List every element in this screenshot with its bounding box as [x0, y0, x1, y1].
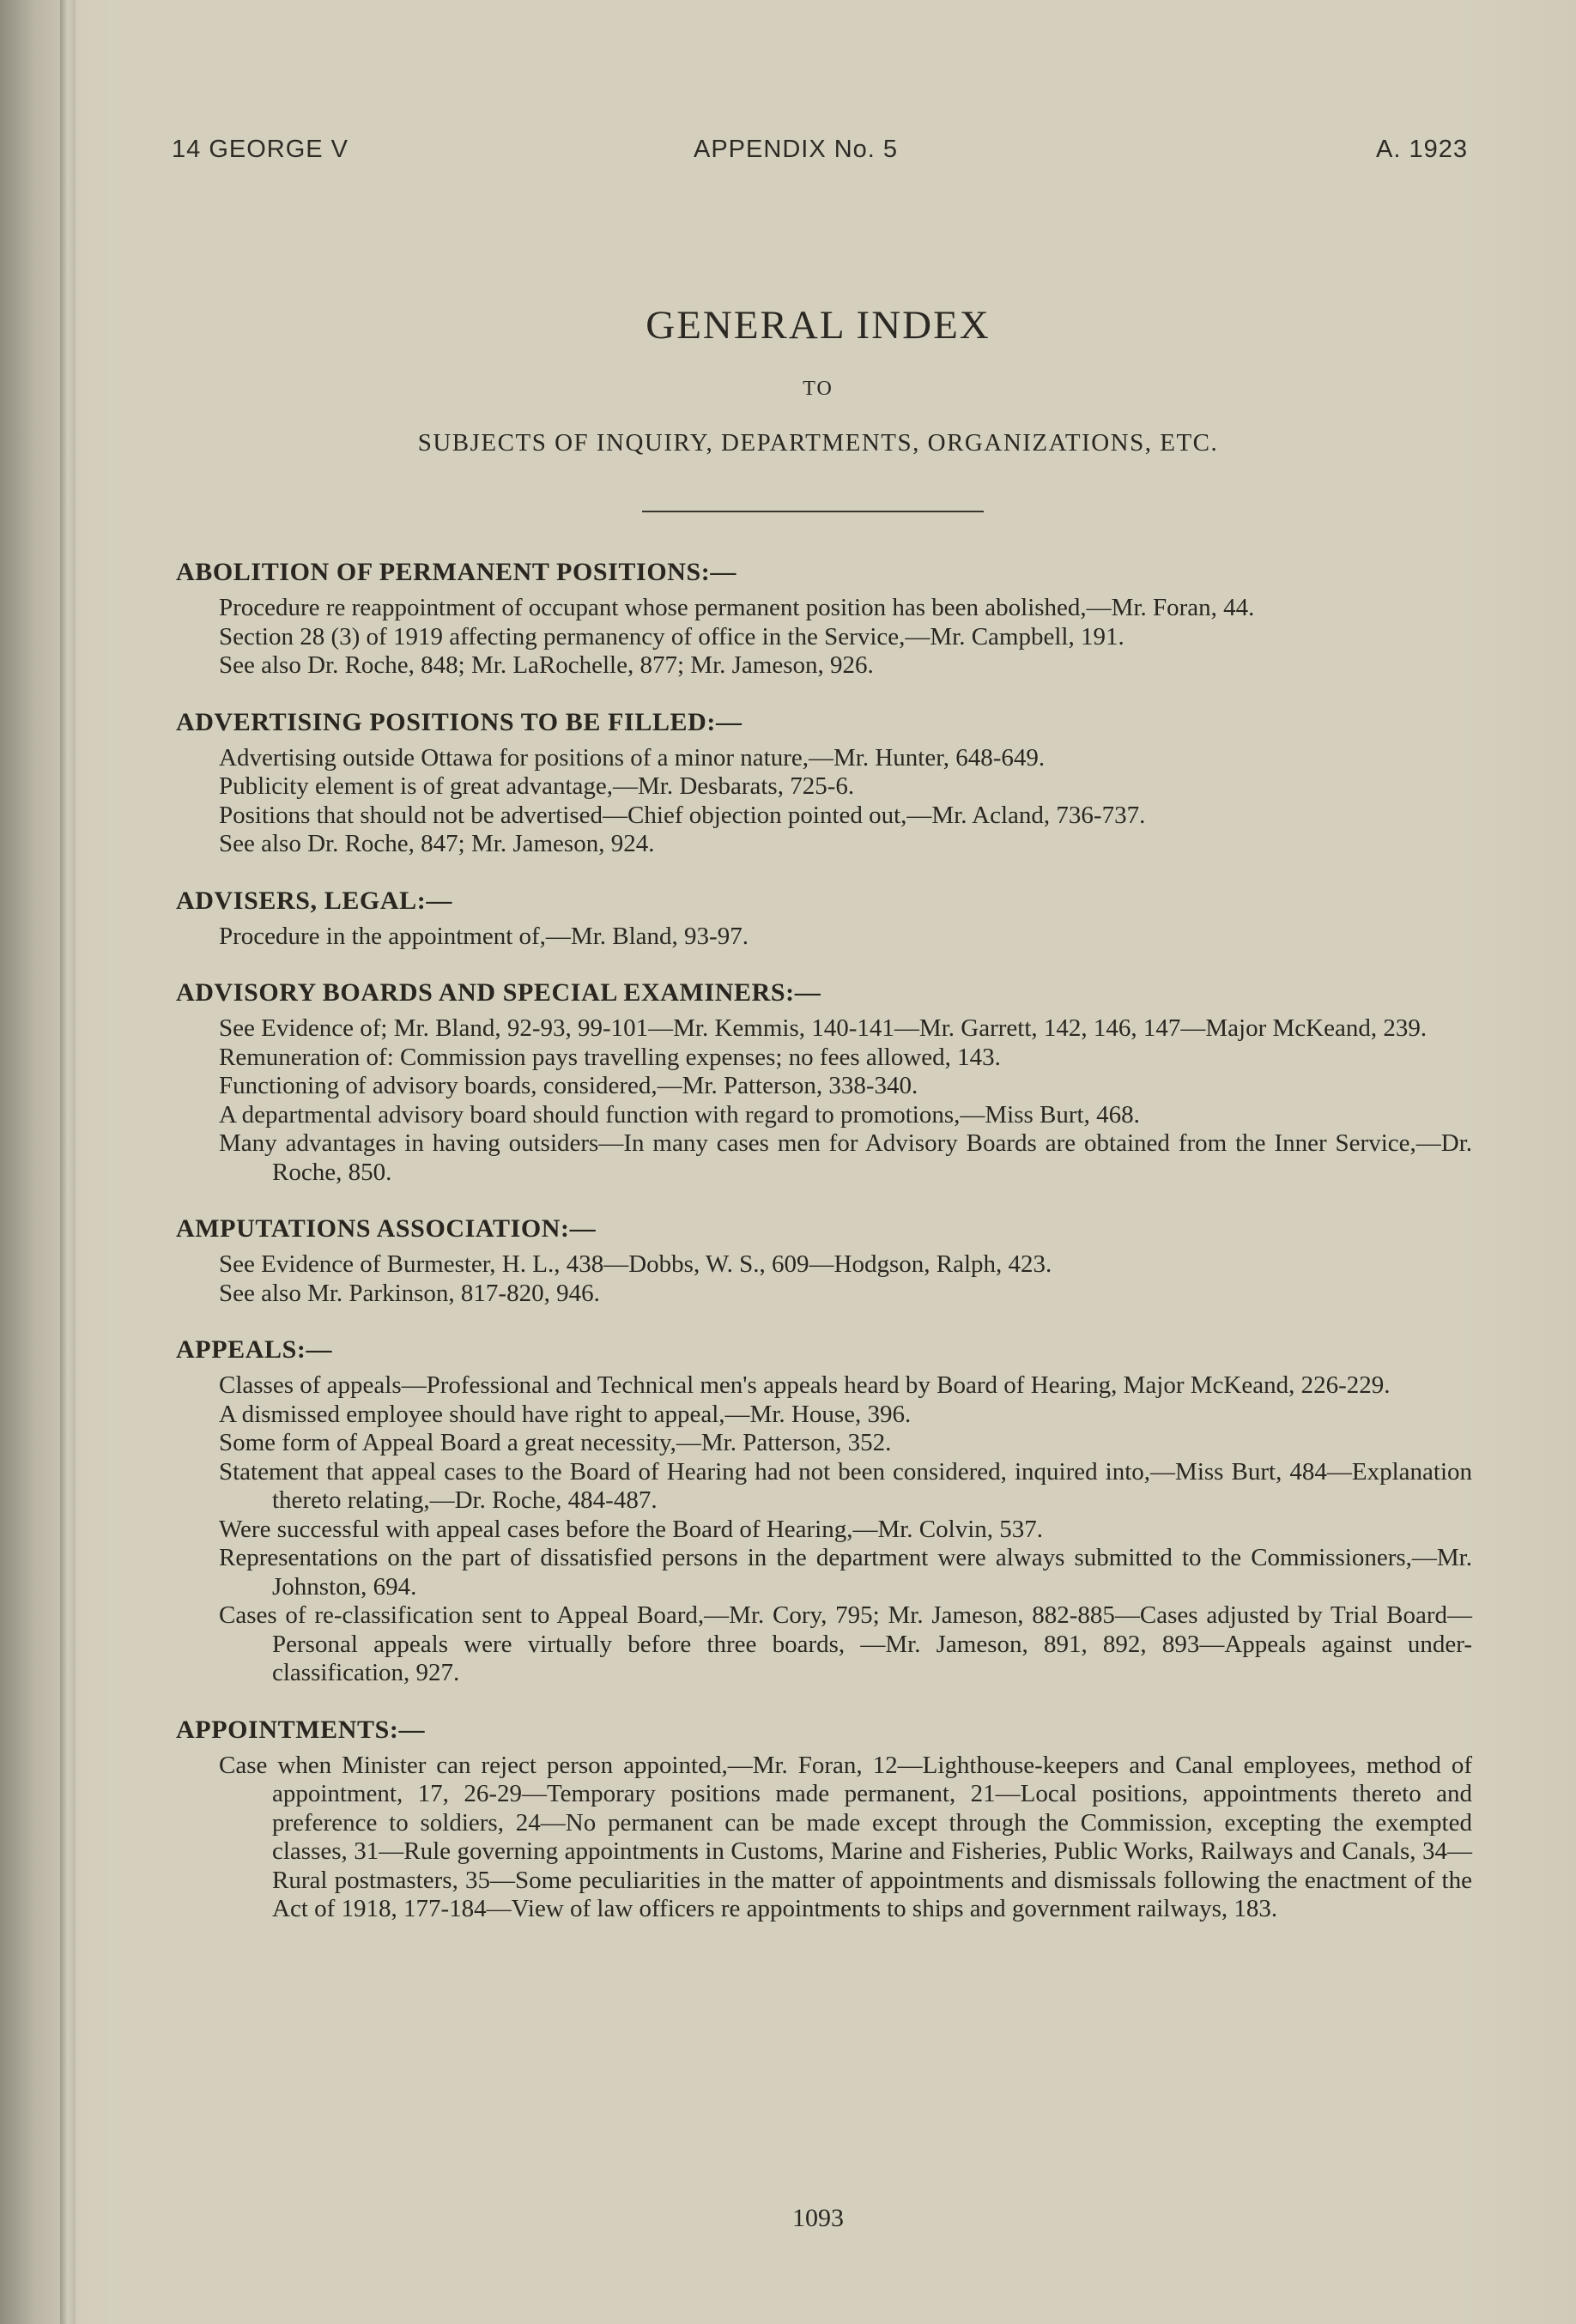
index-entry: Were successful with appeal cases before the Board of Hearing,—Mr. Colvin, 537.	[219, 1515, 1044, 1543]
section-heading: APPOINTMENTS:—	[176, 1715, 426, 1744]
title-rule	[642, 511, 984, 512]
index-entry: Advertising outside Ottawa for positions of a minor nature,—Mr. Hunter, 648-649.	[219, 743, 1046, 772]
index-entry: A dismissed employee should have right to appeal,—Mr. House, 396.	[219, 1400, 912, 1428]
index-entry: Section 28 (3) of 1919 affecting permanency of office in the Service,—Mr. Campbell, 191.	[219, 622, 1124, 651]
index-section-advertising	[176, 706, 1472, 859]
index-entry: Functioning of advisory boards, considered,—Mr. Patterson, 338-340.	[219, 1072, 918, 1099]
page-title: GENERAL INDEX	[646, 303, 991, 348]
page-subtitle: SUBJECTS OF INQUIRY, DEPARTMENTS, ORGANIZATIONS, ETC.	[417, 429, 1219, 457]
index-section-amputations	[176, 1213, 1472, 1308]
title-connector: TO	[803, 378, 833, 400]
index-entry: Cases of re-classification sent to Appeal Board,—Mr. Cory, 795; Mr. Jameson, 882-885—Cases adjusted by Trial Board—Personal appeals were virtually before three boards, —Mr. Jameson, 891, 892, 893—Appeals against under-classification, 927.	[219, 1601, 1472, 1686]
index-entry: Remuneration of: Commission pays travelling expenses; no fees allowed, 143.	[219, 1043, 1001, 1071]
index-section-appeals	[176, 1334, 1472, 1688]
section-heading: ADVISORY BOARDS AND SPECIAL EXAMINERS:—	[176, 978, 821, 1007]
index-section-advisers	[176, 885, 1472, 952]
index-entry: Statement that appeal cases to the Board of Hearing had not been considered, inquired into,—Miss Burt, 484—Explanation thereto relating,—Dr. Roche, 484-487.	[219, 1457, 1472, 1514]
index-section-appointments	[176, 1714, 1472, 1924]
index-entry: See also Dr. Roche, 848; Mr. LaRochelle, 877; Mr. Jameson, 926.	[219, 651, 874, 679]
running-head	[172, 136, 1468, 170]
index-section-abolition	[176, 556, 1472, 681]
index-entry: See also Mr. Parkinson, 817-820, 946.	[219, 1279, 600, 1307]
index-entry: Some form of Appeal Board a great necessity,—Mr. Patterson, 352.	[219, 1429, 892, 1456]
index-entry: Publicity element is of great advantage,—Mr. Desbarats, 725-6.	[219, 772, 855, 800]
index-entry: Representations on the part of dissatisfied persons in the department were always submitted to the Commissioners,—Mr. Johnston, 694.	[219, 1544, 1472, 1601]
section-heading: ABOLITION OF PERMANENT POSITIONS:—	[176, 558, 736, 586]
running-head-right: A. 1923	[1376, 136, 1468, 163]
index-content	[176, 556, 1472, 1950]
running-head-left: 14 GEORGE V	[172, 136, 349, 163]
index-entry: Procedure re reappointment of occupant whose permanent position has been abolished,—Mr. Foran, 44.	[219, 594, 1255, 621]
running-head-center: APPENDIX No. 5	[694, 136, 899, 163]
index-entry: A departmental advisory board should function with regard to promotions,—Miss Burt, 468.	[219, 1100, 1140, 1129]
section-heading: ADVERTISING POSITIONS TO BE FILLED:—	[176, 707, 743, 736]
book-spine-shadow	[60, 0, 76, 2324]
section-heading: AMPUTATIONS ASSOCIATION:—	[176, 1214, 597, 1243]
index-entry: Procedure in the appointment of,—Mr. Bland, 93-97.	[219, 922, 749, 950]
section-heading: ADVISERS, LEGAL:—	[176, 886, 452, 915]
index-entry: See Evidence of; Mr. Bland, 92-93, 99-101—Mr. Kemmis, 140-141—Mr. Garrett, 142, 146, 147—Major McKeand, 239.	[219, 1014, 1427, 1042]
index-entry: Case when Minister can reject person appointed,—Mr. Foran, 12—Lighthouse-keepers and Canal employees, method of appointment, 17, 26-29—Temporary positions made permanent, 21—Local positions, appointments thereto and preference to soldiers, 24—No permanent can be made except through the Commission, excepting the exempted classes, 31—Rule governing appointments in Customs, Marine and Fisheries, Public Works, Railways and Canals, 34—Rural postmasters, 35—Some peculiarities in the matter of appointments and dismissals following the enactment of the Act of 1918, 177-184—View of law officers re appointments to ships and government railways, 183.	[219, 1751, 1472, 1922]
index-entry: See also Dr. Roche, 847; Mr. Jameson, 924.	[219, 830, 655, 857]
index-entry: Positions that should not be advertised—Chief objection pointed out,—Mr. Acland, 736-737.	[219, 801, 1146, 829]
section-heading: APPEALS:—	[176, 1335, 333, 1364]
index-entry: Many advantages in having outsiders—In many cases men for Advisory Boards are obtained from the Inner Service,—Dr. Roche, 850.	[219, 1129, 1472, 1186]
page-number: 1093	[792, 2204, 844, 2232]
index-entry: See Evidence of Burmester, H. L., 438—Dobbs, W. S., 609—Hodgson, Ralph, 423.	[219, 1250, 1052, 1278]
index-entry: Classes of appeals—Professional and Technical men's appeals heard by Board of Hearing, Major McKeand, 226-229.	[219, 1371, 1391, 1399]
index-section-advisory-boards	[176, 977, 1472, 1187]
